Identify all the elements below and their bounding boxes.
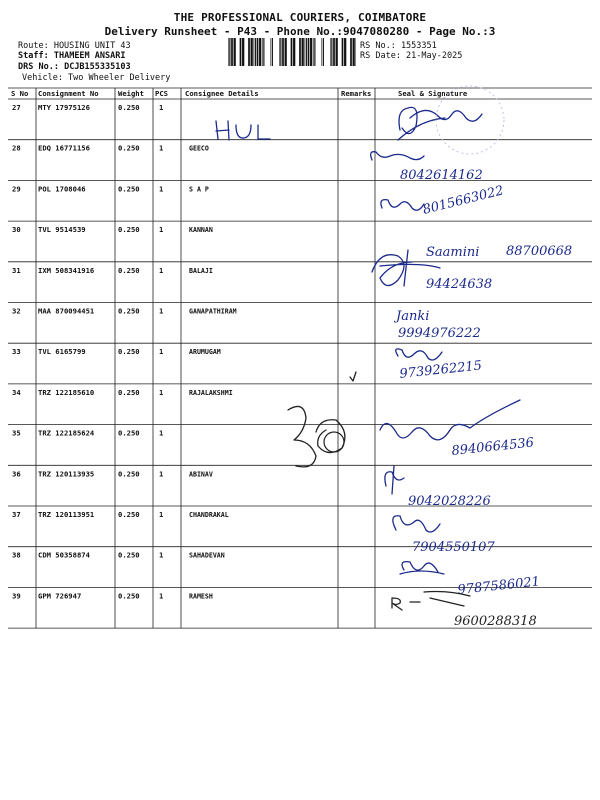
pcs-cell: 1 — [159, 591, 164, 601]
table-row — [12, 469, 213, 478]
table-row — [12, 103, 163, 112]
consignment-cell: POL 1708046 — [38, 184, 86, 194]
rs-date: RS Date: 21-May-2025 — [360, 51, 463, 61]
column-header: Consignee Details — [185, 89, 259, 98]
barcode-bar — [322, 38, 323, 66]
consignee-cell: CHANDRAKAL — [189, 511, 229, 519]
barcode-bar — [285, 38, 287, 66]
sno-cell: 38 — [12, 550, 21, 560]
barcode-bar — [314, 38, 315, 66]
phone-39: 9600288318 — [454, 614, 537, 629]
weight-cell: 0.250 — [118, 225, 140, 235]
column-header: Remarks — [341, 89, 372, 98]
sno-cell: 32 — [12, 306, 21, 316]
consignee-cell: BALAJI — [189, 266, 213, 275]
phone-36: 9042028226 — [408, 494, 491, 509]
sno-cell: 30 — [12, 225, 21, 235]
sno-cell: 37 — [12, 510, 21, 519]
weight-cell: 0.250 — [118, 387, 140, 397]
consignee-cell: ARUMUGAM — [189, 348, 221, 357]
pcs-cell: 1 — [159, 103, 164, 112]
pcs-cell: 1 — [159, 143, 164, 153]
barcode-bar — [305, 38, 306, 66]
pcs-cell: 1 — [159, 347, 164, 357]
consignee-cell: RAJALAKSHMI — [189, 388, 233, 397]
sno-cell: 34 — [12, 387, 21, 397]
table-row — [12, 144, 209, 153]
consignee-cell: RAMESH — [189, 592, 213, 601]
barcode-bar — [291, 38, 293, 66]
staff-name: THAMEEM ANSARI — [53, 51, 126, 61]
barcode-bar — [330, 38, 331, 66]
sno-cell: 35 — [12, 428, 21, 438]
consignment-cell: TRZ 122185624 — [38, 428, 95, 438]
sno-cell: 31 — [12, 265, 21, 275]
weight-cell: 0.250 — [118, 103, 140, 112]
runsheet-subtitle: Delivery Runsheet - P43 - Phone No.:9047080280 - Page No.:3 — [104, 25, 496, 38]
barcode-bar — [255, 38, 256, 66]
sno-cell: 36 — [12, 469, 21, 479]
weight-cell: 0.250 — [118, 550, 140, 560]
barcode-bar — [248, 38, 250, 66]
pcs-cell: 1 — [159, 184, 164, 194]
barcode-bar — [254, 38, 255, 66]
barcode-bar — [271, 38, 272, 66]
barcode-bar — [333, 38, 335, 66]
barcode-bar — [280, 38, 281, 66]
phone-31b: 94424638 — [426, 277, 493, 292]
consignee-cell: KANNAN — [189, 226, 213, 235]
barcode-bar — [279, 38, 280, 66]
barcode-bar — [306, 38, 307, 66]
column-header: Consignment No — [38, 89, 99, 98]
table-row — [12, 551, 225, 560]
table-row — [12, 225, 213, 234]
column-header: Weight — [118, 89, 144, 98]
phone-37: 7904550107 — [412, 540, 495, 555]
sno-cell: 27 — [12, 103, 21, 112]
consignee-cell: GEECO — [189, 144, 209, 153]
barcode-bar — [234, 38, 236, 66]
sno-cell: 28 — [12, 143, 21, 153]
drs-number: DCJB155335103 — [64, 62, 131, 72]
rs-number: RS No.: 1553351 — [360, 41, 437, 51]
barcode-bar — [293, 38, 295, 66]
table-row — [12, 307, 237, 316]
phone-35: 8940664536 — [450, 435, 535, 459]
table-row — [12, 429, 163, 438]
weight-cell: 0.250 — [118, 510, 140, 519]
weight-cell: 0.250 — [118, 591, 140, 601]
consignee-cell: ABINAV — [189, 470, 213, 479]
barcode-bar — [313, 38, 314, 66]
barcode-bar — [310, 38, 312, 66]
phone-32: 9994976222 — [398, 326, 481, 341]
consignment-cell: TRZ 120113935 — [38, 469, 95, 479]
runsheet-table — [8, 85, 592, 629]
pcs-cell: 1 — [159, 510, 164, 519]
barcode-bar — [323, 38, 324, 66]
weight-cell: 0.250 — [118, 143, 140, 153]
barcode-bar — [299, 38, 301, 66]
consignee-cell: GANAPATHIRAM — [189, 307, 237, 316]
pcs-cell: 1 — [159, 265, 164, 275]
weight-cell: 0.250 — [118, 184, 140, 194]
phone-28: 8042614162 — [400, 168, 483, 183]
drs-label: DRS No.: — [18, 62, 59, 72]
column-header: Seal & Signature — [398, 89, 468, 98]
table-row — [12, 510, 229, 519]
barcode-bar — [336, 38, 338, 66]
pcs-cell: 1 — [159, 387, 164, 397]
column-header: PCS — [155, 89, 168, 98]
table-row — [12, 266, 213, 275]
barcode-bar — [240, 38, 242, 66]
barcode-bar — [272, 38, 273, 66]
staff-line — [18, 51, 126, 61]
phone-38: 9787586021 — [456, 574, 541, 598]
column-header: S No — [11, 89, 29, 98]
pcs-cell: 1 — [159, 550, 164, 560]
staff-label: Staff: — [18, 51, 49, 61]
consignment-cell: TVL 9514539 — [38, 225, 86, 235]
weight-cell: 0.250 — [118, 347, 140, 357]
weight-cell: 0.250 — [118, 469, 140, 479]
barcode-bar — [356, 38, 357, 66]
barcode-bar — [242, 38, 244, 66]
barcode-bar — [308, 38, 310, 66]
sno-cell: 33 — [12, 347, 21, 357]
weight-cell: 0.250 — [118, 265, 140, 275]
barcode-bar — [262, 38, 263, 66]
barcode-bar — [263, 38, 264, 66]
consignee-cell: S A P — [189, 185, 209, 194]
consignment-cell: MAA 870094451 — [38, 306, 95, 316]
weight-cell: 0.250 — [118, 306, 140, 316]
consignment-cell: IXM 508341916 — [38, 265, 95, 275]
pcs-cell: 1 — [159, 306, 164, 316]
sno-cell: 29 — [12, 184, 21, 194]
drs-line — [18, 62, 131, 72]
barcode-bar — [342, 38, 344, 66]
phone-31a: 88700668 — [506, 244, 573, 259]
weight-cell: 0.250 — [118, 428, 140, 438]
barcode-bar — [257, 38, 259, 66]
consignment-cell: GPM 726947 — [38, 591, 82, 601]
phone-29: 8015663022 — [421, 183, 506, 218]
pcs-cell: 1 — [159, 469, 164, 479]
barcode-bar — [231, 38, 233, 66]
consignment-cell: EDQ 16771156 — [38, 143, 90, 153]
barcode-bar — [259, 38, 261, 66]
route-label: Route: HOUSING UNIT 43 — [18, 41, 131, 51]
table-row — [12, 388, 233, 397]
barcode-bar — [344, 38, 346, 66]
consignment-cell: TVL 6165799 — [38, 347, 86, 357]
barcode-bar — [302, 38, 304, 66]
barcode-bar — [353, 38, 355, 66]
table-row — [12, 184, 209, 193]
hul-text: HUL — [190, 105, 193, 106]
barcode-bar — [229, 38, 230, 66]
sno-cell: 39 — [12, 591, 21, 601]
table-row — [12, 591, 213, 600]
barcode-image — [228, 38, 356, 66]
pcs-cell: 1 — [159, 225, 164, 235]
barcode-bar — [282, 38, 284, 66]
consignment-cell: TRZ 122185610 — [38, 387, 95, 397]
phone-33: 9739262215 — [398, 358, 483, 382]
barcode-bar — [331, 38, 332, 66]
barcode-bar — [251, 38, 253, 66]
consignee-cell: SAHADEVAN — [189, 551, 225, 560]
barcode-bar — [350, 38, 352, 66]
consignment-cell: TRZ 120113951 — [38, 510, 95, 519]
consignment-cell: MTY 17975126 — [38, 103, 90, 112]
vehicle-label: Vehicle: Two Wheeler Delivery — [22, 73, 171, 83]
company-title: THE PROFESSIONAL COURIERS, COIMBATORE — [173, 11, 427, 24]
barcode-bar — [228, 38, 229, 66]
name-32: Janki — [396, 309, 430, 324]
name-31: Saamini — [426, 245, 480, 260]
table-row — [12, 347, 221, 356]
pcs-cell: 1 — [159, 428, 164, 438]
consignment-cell: CDM 50358874 — [38, 550, 90, 560]
